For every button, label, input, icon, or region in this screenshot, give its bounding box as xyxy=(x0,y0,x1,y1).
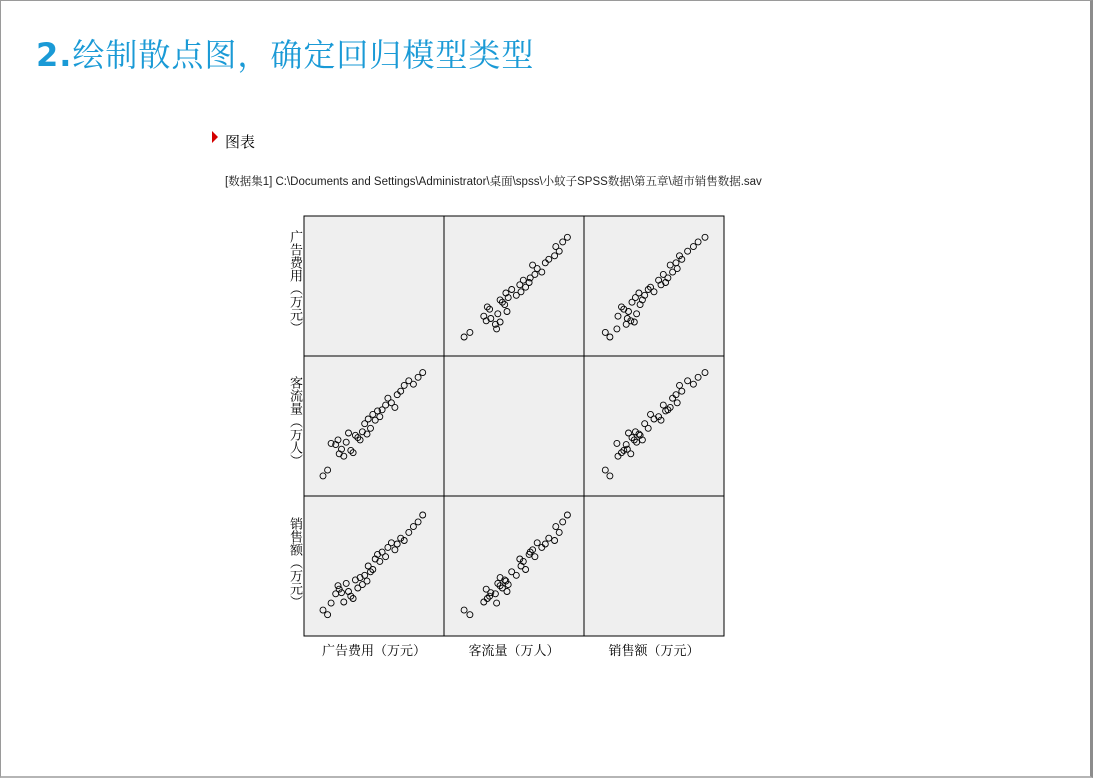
panel-traffic-vs-sales xyxy=(584,356,724,496)
row-label-ad: 广告费用（万元） xyxy=(287,230,302,334)
col-label-ad: 广告费用（万元） xyxy=(321,644,426,659)
panel-ad-vs-traffic xyxy=(444,216,584,356)
col-label-traffic: 客流量（万人） xyxy=(468,644,560,659)
panel-traffic-vs-traffic xyxy=(444,356,584,496)
dataset-path: [数据集1] C:\Documents and Settings\Administrator\桌面\spss\小蚊子SPSS数据\第五章\超市销售数据.sav xyxy=(225,176,762,188)
row-label-sales: 销售额（万元） xyxy=(287,517,302,608)
col-label-sales: 销售额（万元） xyxy=(608,644,700,659)
row-label-traffic: 客流量（万人） xyxy=(287,376,302,467)
slide-title-text: 绘制散点图，确定回归模型类型 xyxy=(72,36,535,74)
panel-ad-vs-ad xyxy=(304,216,444,356)
slide-title-number: 2. xyxy=(36,36,73,74)
panel-traffic-vs-ad xyxy=(304,356,444,496)
output-heading: 图表 xyxy=(225,133,256,151)
panel-sales-vs-sales xyxy=(584,496,724,636)
panel-sales-vs-traffic xyxy=(444,496,584,636)
